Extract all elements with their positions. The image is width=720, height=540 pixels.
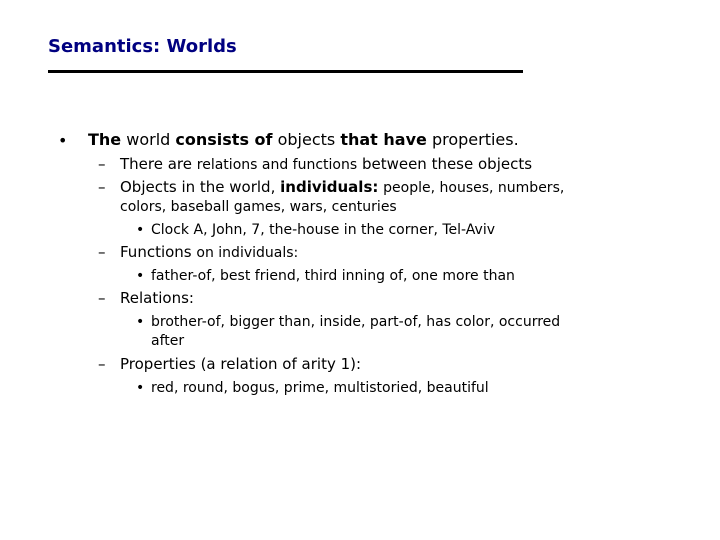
page-title: Semantics: Worlds	[48, 36, 237, 57]
dash-level2: –	[98, 155, 106, 173]
subpoint-objects-continued: colors, baseball games, wars, centuries	[120, 199, 397, 215]
subpoint-individuals: individuals:	[280, 178, 379, 196]
subpoint-examples-line1: people, houses, numbers,	[383, 180, 565, 196]
subpoint-objects	[120, 180, 564, 195]
subpoint-relations	[120, 291, 194, 306]
objects-example: Clock A, John, 7, the-house in the corner, Tel-Aviv	[151, 222, 495, 238]
main-point-objects: objects	[277, 130, 336, 149]
relations-example-continued: after	[151, 333, 185, 349]
main-point-world: world	[126, 130, 171, 149]
main-point-that-have: that have	[340, 130, 427, 149]
main-point	[88, 132, 519, 148]
bullet-level3: •	[136, 380, 145, 396]
relations-example: brother-of, bigger than, inside, part-of, has color, occurred	[151, 314, 561, 330]
properties-example: red, round, bogus, prime, multistoried, beautiful	[151, 380, 489, 396]
subpoint-there-are: There are	[120, 155, 192, 173]
main-point-the: The	[88, 130, 122, 149]
title-underline	[48, 70, 523, 73]
subpoint-functions-word: Functions	[120, 243, 192, 261]
subpoint-functions	[120, 245, 298, 260]
dash-level2: –	[98, 289, 106, 307]
bullet-level1: •	[58, 131, 68, 150]
dash-level2: –	[98, 355, 106, 373]
subpoint-relations-word: Relations	[120, 289, 189, 307]
subpoint-on-individuals: on individuals:	[196, 245, 299, 261]
subpoint-relations-functions	[120, 157, 532, 172]
bullet-level3: •	[136, 222, 145, 238]
subpoint-relations-and-functions: relations and functions	[196, 157, 358, 173]
bullet-level3: •	[136, 314, 145, 330]
subpoint-properties-text: Properties (a relation of arity 1)	[120, 355, 356, 373]
subpoint-properties-colon: :	[356, 355, 362, 373]
subpoint-objects-word: Objects	[120, 178, 177, 196]
subpoint-properties	[120, 357, 361, 372]
main-point-consists-of: consists of	[175, 130, 273, 149]
subpoint-in-the-world: in the world,	[181, 178, 276, 196]
subpoint-relations-colon: :	[188, 289, 194, 307]
bullet-level3: •	[136, 268, 145, 284]
dash-level2: –	[98, 178, 106, 196]
dash-level2: –	[98, 243, 106, 261]
functions-example: father-of, best friend, third inning of, one more than	[151, 268, 515, 284]
main-point-properties: properties.	[431, 130, 519, 149]
subpoint-between: between these objects	[361, 155, 533, 173]
